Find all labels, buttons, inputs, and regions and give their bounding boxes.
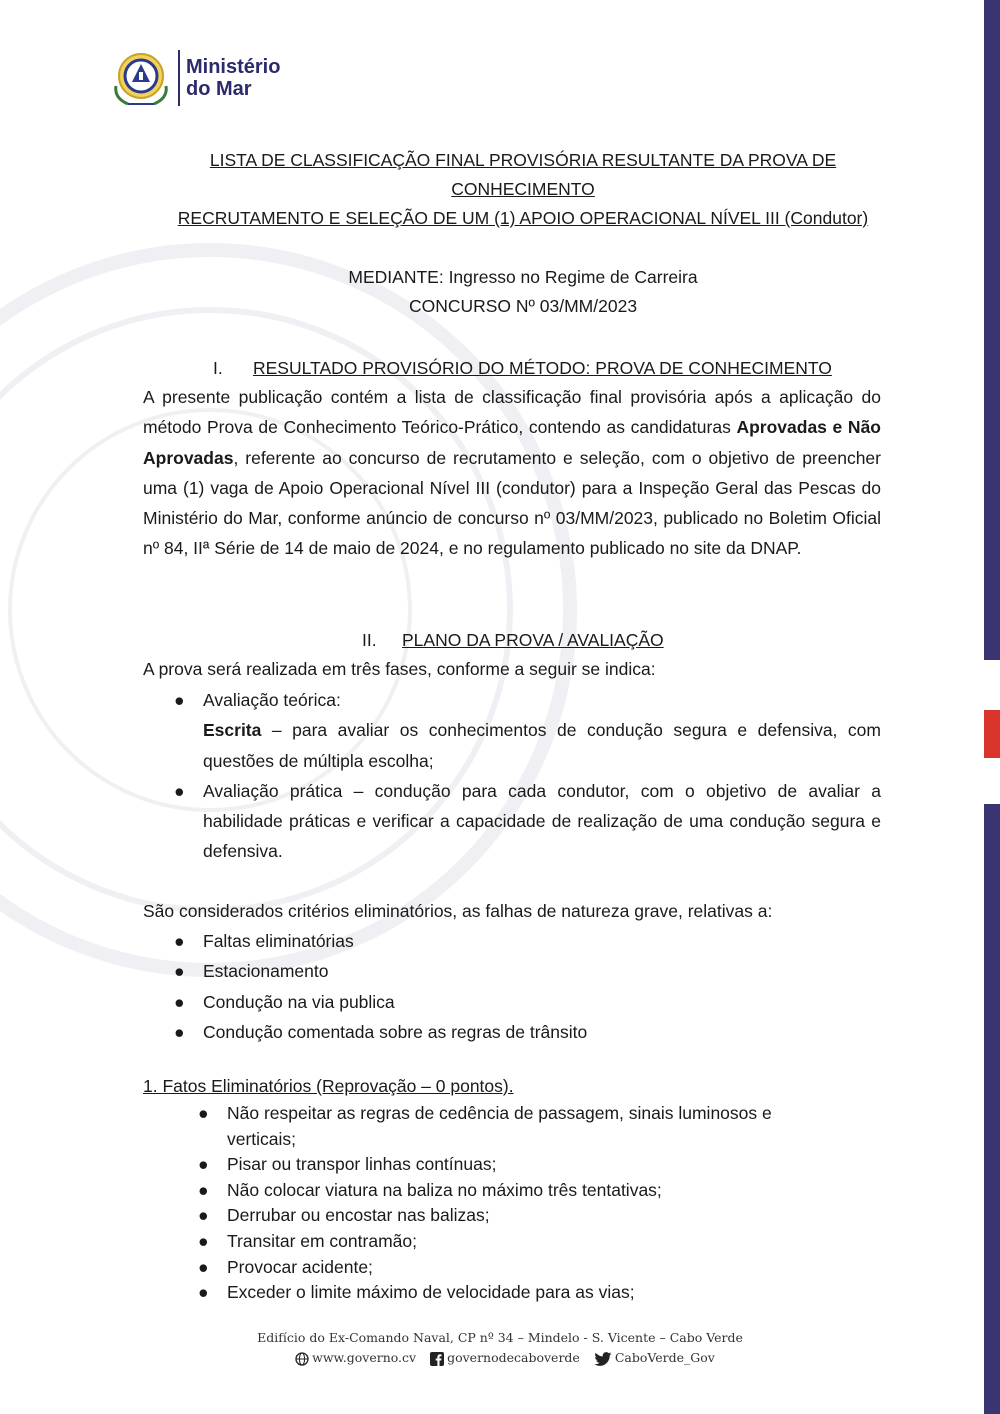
section-1-text-b: , referente ao concurso de recrutamento e seleção, com o objetivo de preencher uma (1) vaga de Apoio Operacional Nível III (condutor) para a Inspeção Geral das Pescas do Ministério do Mar, conforme anúncio de concurso nº 03/MM/2023, publicado no Boletim Oficial nº 84, IIª Série de 14 de maio de 2024, e no regulamento publicado no site da DNAP.	[143, 447, 881, 559]
bullet-icon: ●	[198, 1179, 209, 1200]
list-item	[174, 776, 881, 867]
criteria-intro: São considerados critérios eliminatórios, as falhas de natureza grave, relativas a:	[143, 901, 773, 921]
section-1-paragraph	[143, 382, 881, 564]
bullet-icon: ●	[174, 1021, 185, 1042]
bullet-icon: ●	[198, 1282, 209, 1303]
list-item	[198, 1255, 827, 1281]
title-line-1: LISTA DE CLASSIFICAÇÃO FINAL PROVISÓRIA RESULTANTE DA PROVA DE	[209, 150, 837, 170]
evaluation-theory-text	[203, 715, 881, 776]
document-subtitle	[143, 263, 903, 321]
section-2-title: PLANO DA PROVA / AVALIAÇÃO	[402, 630, 664, 650]
facts-heading: 1. Fatos Eliminatórios (Reprovação – 0 pontos).	[143, 1076, 514, 1096]
list-item	[174, 987, 881, 1017]
facts-list	[198, 1101, 827, 1306]
criteria-item: Condução na via publica	[203, 991, 395, 1012]
list-item	[174, 685, 881, 776]
bullet-icon: ●	[198, 1205, 209, 1226]
evaluation-list	[174, 685, 881, 867]
bullet-icon: ●	[198, 1154, 209, 1175]
list-item	[198, 1280, 827, 1306]
list-item	[174, 926, 881, 956]
list-item	[174, 1017, 881, 1047]
globe-icon	[295, 1352, 309, 1366]
section-2-heading	[362, 626, 664, 654]
facts-item: Não respeitar as regras de cedência de passagem, sinais luminosos e verticais;	[227, 1103, 772, 1149]
footer-address: Edifício do Ex-Comando Naval, CP nº 34 – Mindelo - S. Vicente – Cabo Verde	[257, 1330, 743, 1345]
criteria-item: Condução comentada sobre as regras de trânsito	[203, 1021, 588, 1042]
coat-of-arms-icon	[110, 48, 172, 108]
list-item	[198, 1178, 827, 1204]
facebook-icon	[430, 1352, 444, 1366]
facts-item: Transitar em contramão;	[227, 1230, 417, 1251]
facts-item: Não colocar viatura na baliza no máximo três tentativas;	[227, 1179, 662, 1200]
criteria-item: Estacionamento	[203, 961, 329, 982]
footer-twitter[interactable]: CaboVerde_Gov	[614, 1350, 715, 1365]
logo-divider	[178, 50, 180, 106]
twitter-icon	[594, 1352, 612, 1366]
bullet-icon: ●	[174, 961, 185, 982]
bullet-icon: ●	[198, 1230, 209, 1251]
evaluation-theory-title: Avaliação teórica:	[203, 690, 341, 710]
title-concurso: CONCURSO Nº 03/MM/2023	[408, 296, 638, 316]
criteria-list	[174, 926, 881, 1047]
evaluation-practice-text: Avaliação prática – condução para cada condutor, com o objetivo de avaliar a habilidade práticas e verificar a capacidade de realização de uma condução segura e defensiva.	[203, 780, 881, 862]
title-line-3: RECRUTAMENTO E SELEÇÃO DE UM (1) APOIO OPERACIONAL NÍVEL III (Condutor)	[177, 208, 869, 228]
bullet-icon: ●	[198, 1103, 209, 1123]
footer-links	[200, 1348, 800, 1368]
footer-website[interactable]: www.governo.cv	[312, 1350, 417, 1365]
section-2-intro: A prova será realizada em três fases, conforme a seguir se indica:	[143, 659, 656, 679]
document-title	[143, 146, 903, 233]
facts-item: Provocar acidente;	[227, 1256, 373, 1277]
bullet-icon: ●	[174, 690, 185, 710]
side-bar-red	[984, 710, 1000, 758]
footer-facebook[interactable]: governodecaboverde	[447, 1350, 580, 1365]
logo-line-2: do Mar	[186, 78, 252, 100]
watermark-seal	[0, 230, 590, 990]
footer	[200, 1328, 800, 1368]
facts-item: Exceder o limite máximo de velocidade para as vias;	[227, 1282, 635, 1303]
list-item	[174, 956, 881, 986]
section-1-text-a: A presente publicação contém a lista de classificação final provisória após a aplicação do método Prova de Conhecimento Teórico-Prático, contendo as candidaturas	[143, 387, 881, 438]
section-1-text-bold: Aprovadas e Não Aprovadas	[143, 417, 881, 468]
bullet-icon: ●	[198, 1256, 209, 1277]
side-bar-top	[984, 0, 1000, 660]
criteria-item: Faltas eliminatórias	[203, 931, 354, 951]
section-1-heading	[213, 354, 832, 382]
evaluation-theory-desc: – para avaliar os conhecimentos de condução segura e defensiva, com questões de múltipla escolha;	[203, 720, 881, 771]
section-1-title: RESULTADO PROVISÓRIO DO MÉTODO: PROVA DE CONHECIMENTO	[253, 358, 832, 378]
title-line-2: CONHECIMENTO	[451, 179, 595, 199]
facts-item: Pisar ou transpor linhas contínuas;	[227, 1154, 497, 1175]
bullet-icon: ●	[174, 931, 185, 951]
evaluation-theory-bold: Escrita	[203, 720, 262, 741]
bullet-icon: ●	[174, 991, 185, 1012]
bullet-icon: ●	[174, 780, 185, 801]
facts-item: Derrubar ou encostar nas balizas;	[227, 1205, 490, 1226]
list-item	[198, 1101, 827, 1152]
list-item	[198, 1203, 827, 1229]
logo-line-1: Ministério	[186, 56, 281, 78]
section-1-number: I.	[213, 358, 223, 378]
section-2-number: II.	[362, 630, 377, 650]
ministry-logo	[110, 48, 280, 108]
side-bar-bottom	[984, 804, 1000, 1414]
list-item	[198, 1152, 827, 1178]
list-item	[198, 1229, 827, 1255]
title-mediante: MEDIANTE: Ingresso no Regime de Carreira	[348, 267, 698, 287]
